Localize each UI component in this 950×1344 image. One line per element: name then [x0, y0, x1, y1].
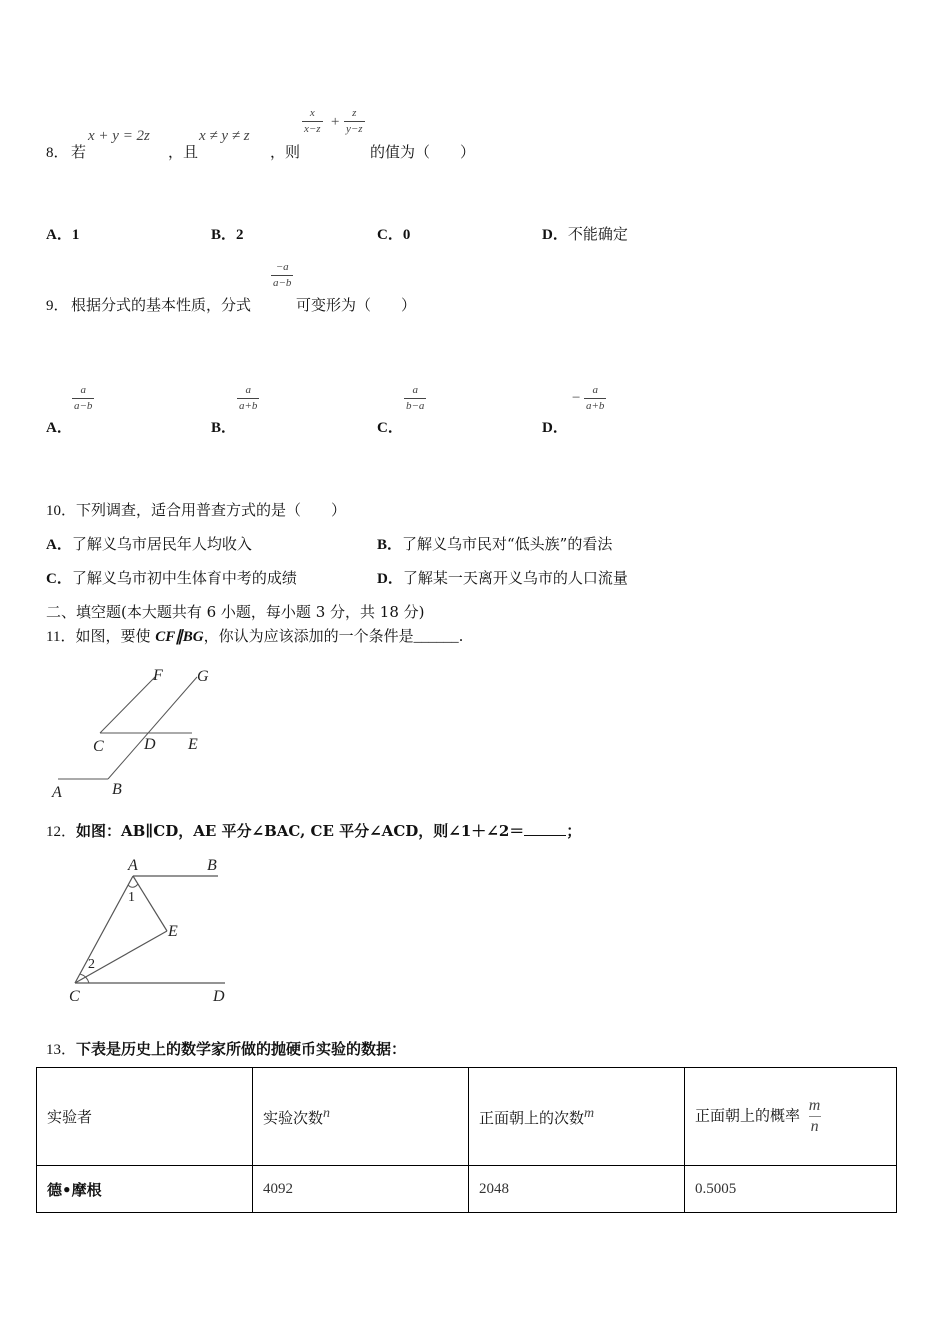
q12-label-1: 1	[128, 890, 135, 905]
q11-label-b: B	[112, 781, 122, 798]
table-cell: 0.5005	[685, 1166, 897, 1213]
q11-figure	[40, 660, 230, 805]
q10-stem: 10．下列调查，适合用普查方式的是（ ）	[46, 501, 347, 519]
q11-line-bg	[108, 677, 197, 779]
q11-line-cf	[100, 677, 155, 733]
q9-prefix: 根据分式的基本性质，分式	[71, 296, 252, 314]
q12-label-a: A	[128, 857, 138, 874]
table-header-row	[37, 1068, 897, 1166]
q13-data-table	[36, 1067, 897, 1213]
q9-suffix: 可变形为（ ）	[296, 296, 417, 314]
section-2-heading: 二、填空题(本大题共有 6 小题，每小题 3 分，共 18 分)	[46, 603, 425, 621]
table-cell: 4092	[253, 1166, 469, 1213]
q11-label-g: G	[197, 668, 209, 685]
q10-option-b: B．了解义乌市民对“低头族”的看法	[377, 535, 613, 553]
q10-option-d: D．了解某一天离开义乌市的人口流量	[377, 569, 628, 587]
q9-fraction: $\frac{-a}{a-b}$	[273, 261, 292, 289]
q8-prefix: 若	[71, 143, 87, 161]
q10-option-a: A．了解义乌市居民年人均收入	[46, 535, 252, 553]
table-cell: 2048	[469, 1166, 685, 1213]
q8-option-d: D．不能确定	[542, 225, 628, 243]
q8-condition-1: x + y = 2z	[88, 128, 150, 144]
q9-number: 9．	[46, 298, 69, 314]
q8-plus: +	[330, 114, 341, 130]
q12-stem: 12．如图：AB∥CD，AE 平分∠BAC, CE 平分∠ACD，则∠1＋∠2＝ ；	[46, 822, 582, 840]
q12-label-d: D	[213, 988, 225, 1005]
q12-label-c: C	[69, 988, 80, 1005]
q8-suffix: 的值为（ ）	[370, 143, 476, 161]
q11-label-f: F	[153, 667, 163, 684]
q11-label-c: C	[93, 738, 104, 755]
q12-angle-1-arc	[128, 884, 138, 887]
q8-condition-2: x ≠ y ≠ z	[199, 128, 250, 144]
probability-fraction: $\frac{m}{n}$	[808, 1097, 821, 1135]
q11-stem: 11．如图，要使 CF∥BG，你认为应该添加的一个条件是______.	[46, 627, 464, 645]
table-header-cell: 正面朝上的概率 $\frac{m}{n}$	[685, 1068, 897, 1166]
q8-fraction-2: $\frac{z}{y-z}$	[346, 107, 363, 135]
q8-mid-2: ，则	[270, 143, 301, 161]
q12-label-e: E	[168, 923, 178, 940]
q12-label-b: B	[207, 857, 217, 874]
q8-fraction-1: $\frac{x}{x-z}$	[304, 107, 321, 135]
q11-label-d: D	[144, 736, 156, 753]
q8-option-c: C．0	[377, 227, 411, 243]
q12-blank	[524, 823, 566, 836]
q11-label-e: E	[188, 736, 198, 753]
table-header-cell: 实验者	[37, 1068, 253, 1166]
table-header-cell: 实验次数n	[253, 1068, 469, 1166]
table-cell: 德•摩根	[37, 1166, 253, 1213]
table-header-cell: 正面朝上的次数m	[469, 1068, 685, 1166]
q11-label-a: A	[52, 784, 62, 801]
q8-mid-1: ，且	[168, 143, 199, 161]
q13-stem: 13．下表是历史上的数学家所做的抛硬币实验的数据：	[46, 1040, 407, 1058]
q8-option-a: A．1	[46, 227, 80, 243]
q8-option-b: B．2	[211, 227, 244, 243]
q8-number: 8．	[46, 145, 69, 161]
q12-figure	[60, 852, 240, 1007]
q12-label-2: 2	[88, 957, 95, 972]
table-row	[37, 1166, 897, 1213]
q10-option-c: C．了解义乌市初中生体育中考的成绩	[46, 569, 297, 587]
